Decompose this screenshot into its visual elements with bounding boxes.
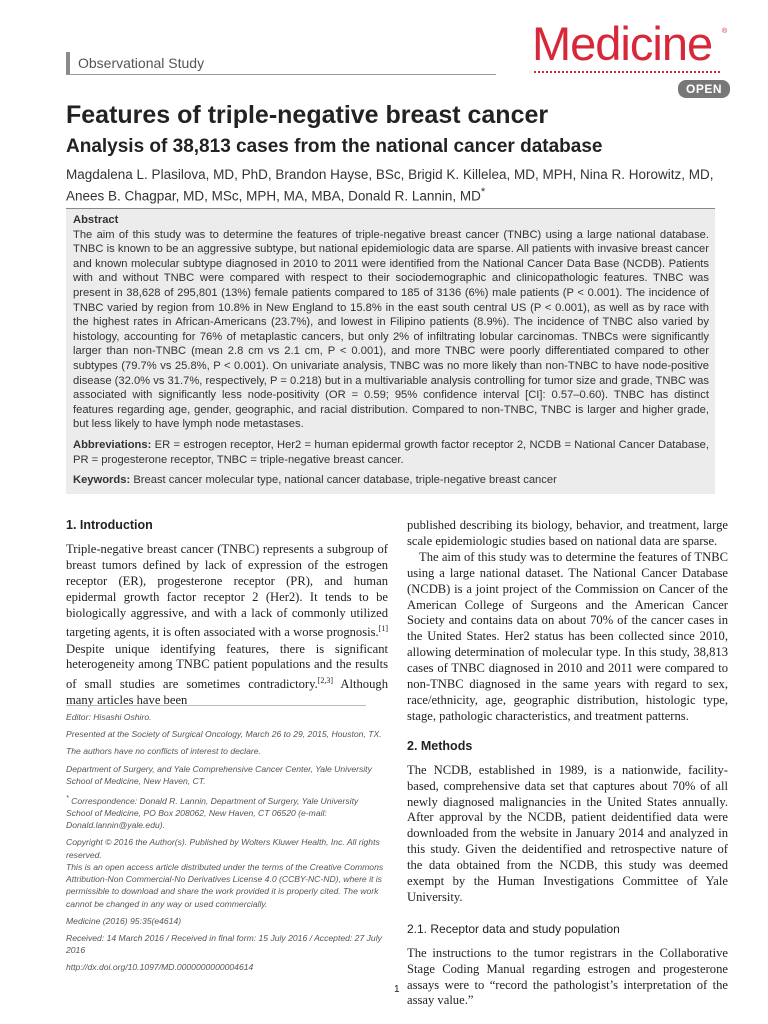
footnote-corr-text: Correspondence: Donald R. Lannin, Department of Surgery, Yale University School of Medicine, PO Box 208062, New Haven, CT 06520 (e-mail: Donald.lannin@yale.edu). <box>66 795 359 831</box>
abbreviations-text: ER = estrogen receptor, Her2 = human epidermal growth factor receptor 2, NCDB = National Cancer Database, PR = progesterone receptor, TNBC = triple-negative breast cancer. <box>73 438 710 466</box>
right-column <box>407 518 728 1009</box>
footnote-department: Department of Surgery, and Yale Comprehensive Cancer Center, Yale University School of Medicine, New Haven, CT. <box>66 763 372 786</box>
footnote-received: Received: 14 March 2016 / Received in final form: 15 July 2016 / Accepted: 27 July 2016 <box>66 932 382 956</box>
abstract-text: The aim of this study was to determine the features of triple-negative breast cancer (TNBC) using a large national database. TNBC is known to be an aggressive subtype, but national epidemiologic data are sparse. All patients with invasive breast cancer and known molecular subtype diagnosed in 2010 to 2011 were identified from the National Cancer Data Base (NCDB). Patients with and without TNBC were compared with respect to their sociodemographic and clinicopathologic features. TNBC was present in 38,628 of 295,801 (13%) female patients compared to 185 of 3136 (6%) male patients (P < 0.001). The incidence of TNBC varied by region from 10.8% in New England to 15.8% in the east south central US (P < 0.001), as well as by race with the highest rates in African-Americans (23.7%), and lowest in Filipino patients (8.9%). The incidence of TNBC also varied by histology, accounting for 76% of metaplastic cancers, but only 2% of infiltrating lobular carcinomas. TNBCs were significantly larger than non-TNBC (mean 2.8 cm vs 2.1 cm, P < 0.001), and more TNBC were poorly differentiated compared to other subtypes (79.7% vs 25.8%, P < 0.001). On univariate analysis, TNBC was no more likely than non-TNBC to have node-positive disease (32.0% vs 31.7%, respectively, P = 0.218) but in a multivariable analysis controlling for tumor size and grade, TNBC was associated with significantly less node-positivity (OR = 0.59; 95% confidence interval [CI]: 0.57–0.60). TNBC has distinct features regarding age, gender, geographic, and racial distribution. Compared to non-TNBC, TNBC is larger and higher grade, but less likely to have lymph node metastases. <box>73 228 709 431</box>
open-access-badge: OPEN <box>678 80 730 98</box>
abstract-box <box>66 208 715 494</box>
footnote-citation: Medicine (2016) 95:35(e4614) <box>66 915 182 926</box>
receptor-subheading: 2.1. Receptor data and study population <box>407 921 620 936</box>
article-title: Features of triple-negative breast cancer <box>66 101 549 129</box>
methods-heading: 2. Methods <box>407 738 473 753</box>
keywords-label: Keywords: <box>73 474 131 487</box>
methods-paragraph-1: The NCDB, established in 1989, is a nationwide, facility-based, comprehensive data set that captures about 70% of all newly diagnosed malignancies in the United States annually. After approval by the NCDB, patient deidentified data were downloaded from the website in January 2014 and analyzed in this study. Given the deidentified and retrospective nature of the data obtained from the NCDB, this study was deemed exempt by the Human Investigations Committee of Yale University. <box>407 762 728 904</box>
left-column <box>66 518 388 709</box>
intro-paragraph-1 <box>66 542 388 709</box>
corresponding-author-mark: * <box>480 185 486 198</box>
intro-heading: 1. Introduction <box>66 518 153 532</box>
intro-p1-text-b: Despite unique identifying features, there is significant heterogeneity among TNBC patient populations and the results of small studies are sometimes contradictory. <box>66 641 388 692</box>
footnote-correspondence <box>66 792 386 831</box>
footnote-presented: Presented at the Society of Surgical Oncology, March 26 to 29, 2015, Houston, TX. <box>66 729 382 740</box>
keywords-text: Breast cancer molecular type, national cancer database, triple-negative breast cancer <box>133 474 557 487</box>
journal-logo-underline <box>534 71 720 73</box>
footnote-editor: Editor: Hisashi Oshiro. <box>66 712 152 722</box>
article-subtitle: Analysis of 38,813 cases from the national cancer database <box>66 136 603 157</box>
citation-ref-1[interactable]: [1] <box>378 624 388 634</box>
footnote-copyright: Copyright © 2016 the Author(s). Published by Wolters Kluwer Health, Inc. All rights reserved. <box>66 837 380 860</box>
intro-p1-text-c: Although many articles have been <box>66 677 388 708</box>
citation-ref-2-3[interactable]: [2,3] <box>317 676 334 686</box>
authors-text: Magdalena L. Plasilova, MD, PhD, Brandon Hayse, BSc, Brigid K. Killelea, MD, MPH, Nina R. Horowitz, MD, Anees B. Chagpar, MD, MSc, MPH, MA, MBA, Donald R. Lannin, MD <box>66 167 714 203</box>
keywords <box>73 473 709 488</box>
intro-paragraph-1-continued: published describing its biology, behavior, and treatment, large scale epidemiologic studies based on national data are sparse. <box>407 518 728 548</box>
methods-paragraph-2: The instructions to the tumor registrars in the Collaborative Stage Coding Manual regarding estrogen and progesterone assays were to “record the pathologist’s interpretation of the assay value.” <box>407 945 728 1008</box>
footnote-license: This is an open access article distributed under the terms of the Creative Commons Attribution-Non Commercial-No Derivatives License 4.0 (CCBY-NC-ND), where it is permissible to download and share the work provided it is properly cited. The work cannot be changed in any way or used commercially. <box>66 861 384 909</box>
section-tag-rule <box>66 74 496 75</box>
page-number: 1 <box>394 984 400 995</box>
abbreviations-label: Abbreviations: <box>73 438 152 451</box>
abstract-heading: Abstract <box>73 214 119 226</box>
footnote-doi[interactable]: http://dx.doi.org/10.1097/MD.0000000000004614 <box>66 962 254 973</box>
author-list <box>66 166 726 205</box>
intro-p1-text-a: Triple-negative breast cancer (TNBC) represents a subgroup of breast tumors defined by lack of expression of the estrogen receptor (ER), progesterone receptor (PR), and human epidermal growth factor receptor 2 (Her2). It tends to be biologically aggressive, and with a lack of commonly utilized targeting agents, it is often associated with a worse prognosis. <box>66 541 388 640</box>
footnotes <box>66 711 386 979</box>
footnote-divider <box>66 705 366 706</box>
footnote-conflicts: The authors have no conflicts of interest to declare. <box>66 746 261 757</box>
footnote-corr-mark: * <box>66 794 69 803</box>
journal-logo: Medicine <box>532 17 713 70</box>
registered-mark: ® <box>722 28 728 35</box>
section-tag: Observational Study <box>66 52 204 74</box>
intro-paragraph-2: The aim of this study was to determine the features of TNBC using a large national dataset. The National Cancer Database (NCDB) is a joint project of the Commission on Cancer of the American College of Surgeons and the American Cancer Society and contains data on about 70% of the cancer cases in the United States. Her2 status has been collected since 2010, allowing determination of molecular type. In this study, 38,813 cases of TNBC diagnosed in 2010 and 2011 were compared to non-TNBC diagnosed in the same years with regard to sex, race/ethnicity, age, geographic distribution, histologic type, stage, pathologic characteristics, and treatment patterns. <box>407 549 728 723</box>
abbreviations <box>73 438 709 467</box>
